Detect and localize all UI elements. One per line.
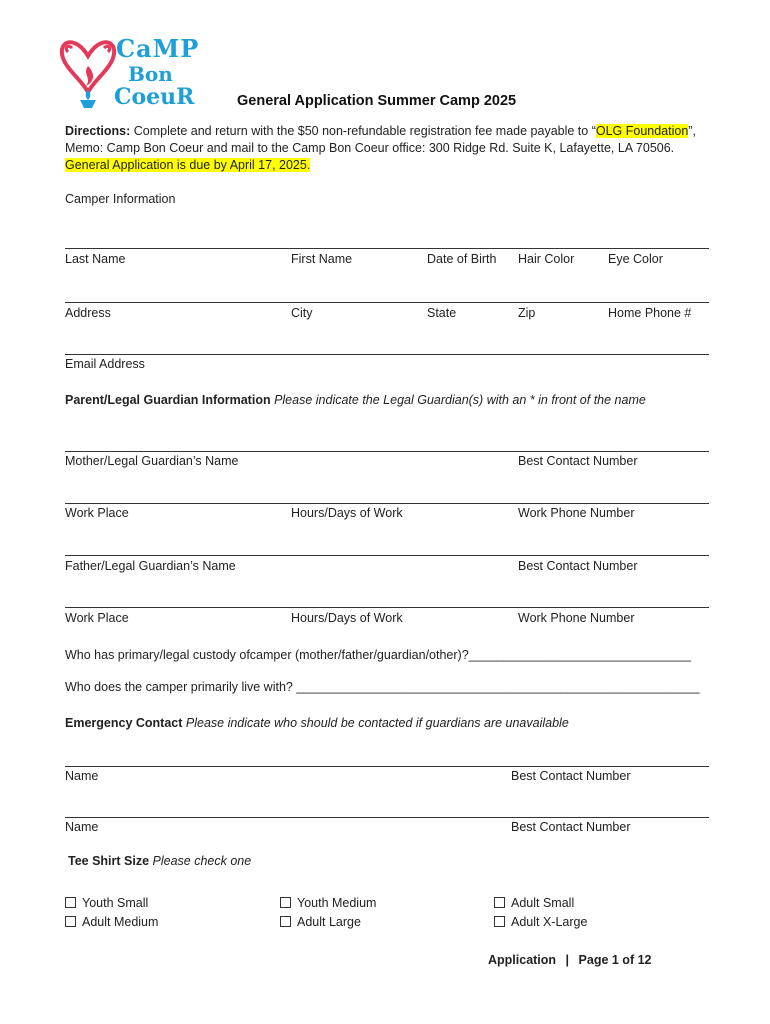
parent-note: Please indicate the Legal Guardian(s) with an * in front of the name <box>270 393 646 407</box>
emergency-heading: Emergency Contact <box>65 716 183 730</box>
tee-option-youth-medium[interactable] <box>280 896 376 910</box>
eye-color-label: Eye Color <box>608 252 663 266</box>
father-hours-label: Hours/Days of Work <box>291 611 403 625</box>
directions-label: Directions: <box>65 124 131 138</box>
emergency-best-contact-label-1: Best Contact Number <box>511 769 631 783</box>
page-footer <box>488 953 651 967</box>
tee-option-label: Adult Small <box>511 896 575 910</box>
mother-hours-label: Hours/Days of Work <box>291 506 403 520</box>
checkbox-icon[interactable] <box>494 897 505 908</box>
emergency-line-2[interactable] <box>65 817 709 818</box>
tee-option-label: Youth Medium <box>297 896 377 910</box>
tee-option-label: Adult Large <box>297 915 361 929</box>
parent-line-4[interactable] <box>65 607 709 608</box>
dob-label: Date of Birth <box>427 252 497 266</box>
camper-line-1[interactable] <box>65 248 709 249</box>
tee-heading-row <box>68 854 251 868</box>
city-label: City <box>291 306 313 320</box>
checkbox-icon[interactable] <box>65 916 76 927</box>
directions-text-1: Complete and return with the $50 non-refundable registration fee made payable to “ <box>130 124 596 138</box>
parent-heading-row <box>65 393 646 407</box>
father-best-contact-label: Best Contact Number <box>518 559 638 573</box>
camper-line-2[interactable] <box>65 302 709 303</box>
state-label: State <box>427 306 457 320</box>
tee-option-adult-x-large[interactable] <box>494 915 587 929</box>
footer-app: Application <box>488 953 557 967</box>
tee-option-adult-small[interactable] <box>494 896 574 910</box>
live-answer-blank[interactable]: __________________________________________________________ <box>296 680 700 694</box>
camper-line-3[interactable] <box>65 354 709 355</box>
checkbox-icon[interactable] <box>65 897 76 908</box>
logo-text-bon: Bon <box>128 62 173 86</box>
heart-flame-icon <box>58 26 118 114</box>
first-name-label: First Name <box>291 252 353 266</box>
tee-option-label: Adult Medium <box>82 915 159 929</box>
emergency-name-label-1: Name <box>65 769 99 783</box>
payee-highlight: OLG Foundation <box>595 124 689 138</box>
page-title: General Application Summer Camp 2025 <box>237 93 517 109</box>
zip-label: Zip <box>518 306 536 320</box>
tee-option-adult-medium[interactable] <box>65 915 158 929</box>
checkbox-icon[interactable] <box>280 897 291 908</box>
parent-line-2[interactable] <box>65 503 709 504</box>
camper-heading: Camper Information <box>65 192 176 206</box>
parent-line-1[interactable] <box>65 451 709 452</box>
camp-logo <box>58 26 200 116</box>
emergency-heading-row <box>65 716 569 730</box>
tee-option-label: Adult X-Large <box>511 915 588 929</box>
due-date-highlight: General Application is due by April 17, 2025. <box>65 158 311 172</box>
tee-option-label: Youth Small <box>82 896 149 910</box>
mother-work-phone-label: Work Phone Number <box>518 506 635 520</box>
mother-work-place-label: Work Place <box>65 506 129 520</box>
live-question-row <box>65 680 700 694</box>
tee-heading: Tee Shirt Size <box>68 854 150 868</box>
custody-question: Who has primary/legal custody ofcamper (mother/father/guardian/other)? <box>65 648 469 662</box>
footer-separator: | <box>565 953 570 967</box>
parent-line-3[interactable] <box>65 555 709 556</box>
directions-text-2: ”, <box>688 124 696 138</box>
tee-note: Please check one <box>149 854 252 868</box>
mother-name-label: Mother/Legal Guardian’s Name <box>65 454 239 468</box>
directions-line-2: Memo: Camp Bon Coeur and mail to the Camp Bon Coeur office: 300 Ridge Rd. Suite K, Lafayette, LA 70506. <box>65 141 675 155</box>
address-label: Address <box>65 306 111 320</box>
custody-answer-blank[interactable]: ________________________________ <box>468 648 692 662</box>
last-name-label: Last Name <box>65 252 126 266</box>
emergency-best-contact-label-2: Best Contact Number <box>511 820 631 834</box>
hair-color-label: Hair Color <box>518 252 575 266</box>
father-work-place-label: Work Place <box>65 611 129 625</box>
father-name-label: Father/Legal Guardian’s Name <box>65 559 236 573</box>
mother-best-contact-label: Best Contact Number <box>518 454 638 468</box>
father-work-phone-label: Work Phone Number <box>518 611 635 625</box>
emergency-note: Please indicate who should be contacted if guardians are unavailable <box>182 716 569 730</box>
logo-text-camp: CaMP <box>116 34 200 63</box>
emergency-line-1[interactable] <box>65 766 709 767</box>
live-question: Who does the camper primarily live with? <box>65 680 297 694</box>
parent-heading: Parent/Legal Guardian Information <box>65 393 271 407</box>
logo-text-coeur: CoeuR <box>114 84 195 110</box>
directions-line-1 <box>65 123 745 140</box>
emergency-name-label-2: Name <box>65 820 99 834</box>
tee-option-youth-small[interactable] <box>65 896 148 910</box>
home-phone-label: Home Phone # <box>608 306 692 320</box>
directions-block <box>65 123 745 174</box>
custody-question-row <box>65 648 691 662</box>
tee-option-adult-large[interactable] <box>280 915 361 929</box>
footer-page-number: Page 1 of 12 <box>578 953 652 967</box>
email-label: Email Address <box>65 357 145 371</box>
checkbox-icon[interactable] <box>280 916 291 927</box>
checkbox-icon[interactable] <box>494 916 505 927</box>
